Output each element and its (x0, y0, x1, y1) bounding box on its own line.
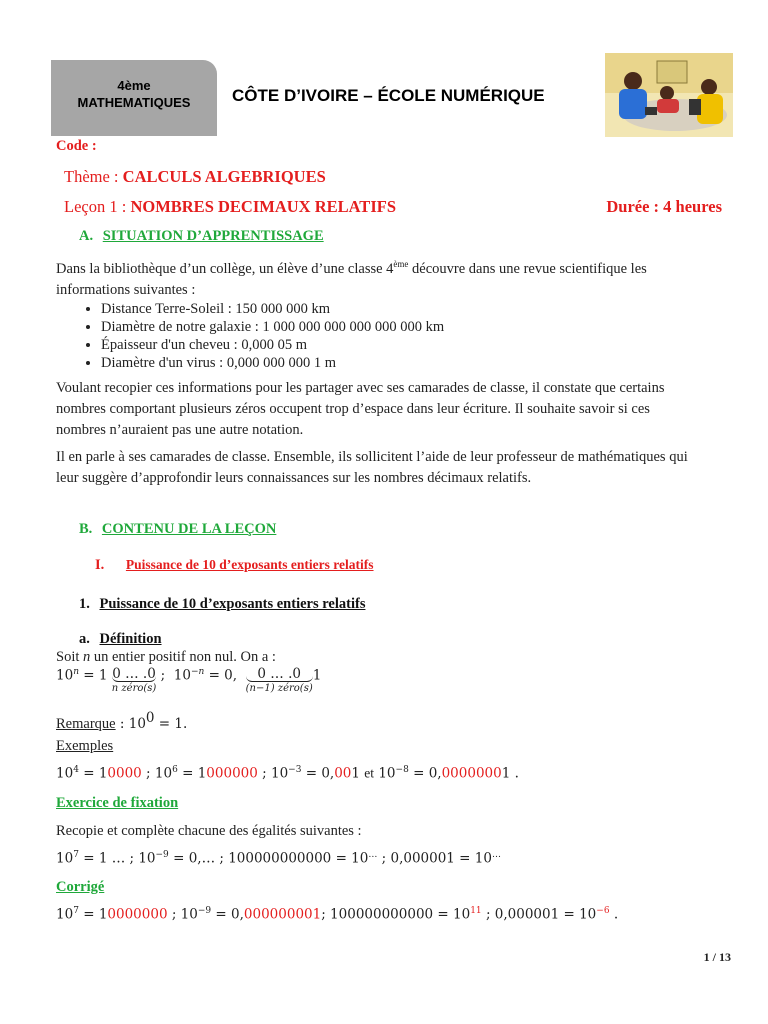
eq2-brace (246, 667, 313, 696)
duration: Durée : 4 heures (606, 197, 722, 216)
badge-subject: MATHEMATIQUES (77, 95, 191, 110)
level-badge (51, 60, 217, 136)
intro-text-a: Dans la bibliothèque d’un collège, un élève d’une classe 4 (56, 260, 394, 277)
remark-line (56, 710, 187, 733)
remark-exp: 0 (145, 710, 155, 726)
intro-text-b: découvre dans une revue scientifique les (408, 260, 647, 277)
lesson-line (64, 197, 396, 217)
part-title: Puissance de 10 d’exposants entiers relatifs (125, 557, 374, 572)
eq1-base: 10 (56, 667, 74, 684)
def-text-n: n (83, 649, 91, 665)
section-b-heading (79, 521, 276, 538)
eq2-exp: −n (190, 667, 205, 677)
definition-letter: a. (79, 631, 90, 647)
paragraph-2 (56, 378, 732, 441)
para2-line3: nombres n’auraient pas une autre notation. (56, 422, 304, 438)
remark-text-a: : 10 (115, 715, 146, 732)
remark-text-b: = 1. (154, 715, 188, 732)
list-item: • Diamètre d'un virus : 0,000 000 000 1 m (101, 354, 444, 372)
definition-heading (79, 631, 162, 648)
subsection-number: 1. (79, 596, 90, 612)
theme-line (64, 167, 326, 187)
lesson-label: Leçon 1 : (64, 197, 131, 216)
section-b-letter: B. (79, 521, 93, 537)
exercise-line: $10^7 = 1$ … ; $10^{-9}$ = 0,… ; 100000000000 = 10… ; 0,000001 = 10… (56, 850, 501, 867)
eq2-zeros: 0 … .0 (246, 667, 313, 682)
def-text-b: un entier positif non nul. On a : (90, 649, 276, 665)
list-item: • Diamètre de notre galaxie : 1 000 000 000 000 000 000 km (101, 318, 444, 336)
eq1-brace (112, 667, 157, 696)
facts-list (56, 300, 444, 372)
eq2-label: (n−1) zéro(s) (245, 683, 313, 694)
examples-line: $10^4 = 10000$ ; $10^6 = 1000000$ ; $10^{-3} = 0,001$ et $10^{-8} = 0,00000001$ . (56, 765, 519, 782)
corrige-title: Corrigé (56, 879, 105, 895)
code-label: Code : (56, 138, 97, 154)
exercise-title: Exercice de fixation (56, 795, 179, 811)
def-text-a: Soit (56, 649, 83, 665)
subsection-heading (79, 596, 365, 613)
eq2-base: 10 (173, 667, 191, 684)
theme-value: CALCULS ALGEBRIQUES (122, 167, 326, 186)
badge-level: 4ème (117, 78, 151, 93)
eq-sep: ; (156, 667, 174, 684)
subsection-title: Puissance de 10 d’exposants entiers relatifs (99, 596, 366, 612)
paragraph-3 (56, 447, 732, 489)
remark-label: Remarque (56, 715, 116, 732)
students-illustration (605, 53, 733, 137)
para2-line2: nombres comportant plusieurs zéros occupent trop d’espace dans leur écriture. Il souhaite savoir si ces (56, 401, 650, 417)
eq1-eq: = 1 (78, 667, 112, 684)
para3-line2: leur suggère d’approfondir leurs connaissances sur les nombres décimaux relatifs. (56, 470, 532, 486)
list-item: • Épaisseur d'un cheveu : 0,000 05 m (101, 336, 444, 354)
eq2-tail: 1 (312, 667, 322, 684)
definition-text (56, 649, 276, 666)
lesson-value: NOMBRES DECIMAUX RELATIFS (130, 197, 396, 216)
page-number: 1 / 13 (703, 950, 731, 964)
section-a-heading (79, 228, 324, 245)
section-a-title: SITUATION D’APPRENTISSAGE (102, 228, 324, 244)
intro-paragraph (56, 254, 732, 301)
para2-line1: Voulant recopier ces informations pour les partager avec ses camarades de classe, il constate que certains (56, 380, 665, 396)
part-number: I. (95, 557, 105, 573)
para3-line1: Il en parle à ses camarades de classe. Ensemble, ils sollicitent l’aide de leur professeur de mathématiques qui (56, 449, 688, 465)
eq1-label: n zéro(s) (111, 683, 157, 694)
intro-sup: ème (393, 259, 409, 269)
section-b-title: CONTENU DE LA LEÇON (101, 521, 277, 537)
list-item: • Distance Terre-Soleil : 150 000 000 km (101, 300, 444, 318)
page-title: CÔTE D’IVOIRE – ÉCOLE NUMÉRIQUE (232, 86, 545, 105)
definition-formula (56, 667, 321, 696)
eq1-exp: n (73, 667, 79, 677)
section-a-letter: A. (79, 228, 94, 244)
intro-text-c: informations suivantes : (56, 281, 196, 298)
theme-label: Thème : (64, 167, 123, 186)
examples-label: Exemples (56, 738, 114, 754)
exercise-text: Recopie et complète chacune des égalités suivantes : (56, 823, 362, 839)
definition-title: Définition (99, 631, 162, 647)
eq1-zeros: 0 … .0 (112, 666, 156, 682)
part-heading (95, 557, 374, 574)
eq2-eq: = 0, (204, 667, 246, 684)
corrige-line: $10^7 = 10000000$ ; $10^{-9} = 0,000000001$; $100000000000 = 10^{11}$ ; $0,000001 = 10^{-6}$ . (56, 906, 619, 923)
